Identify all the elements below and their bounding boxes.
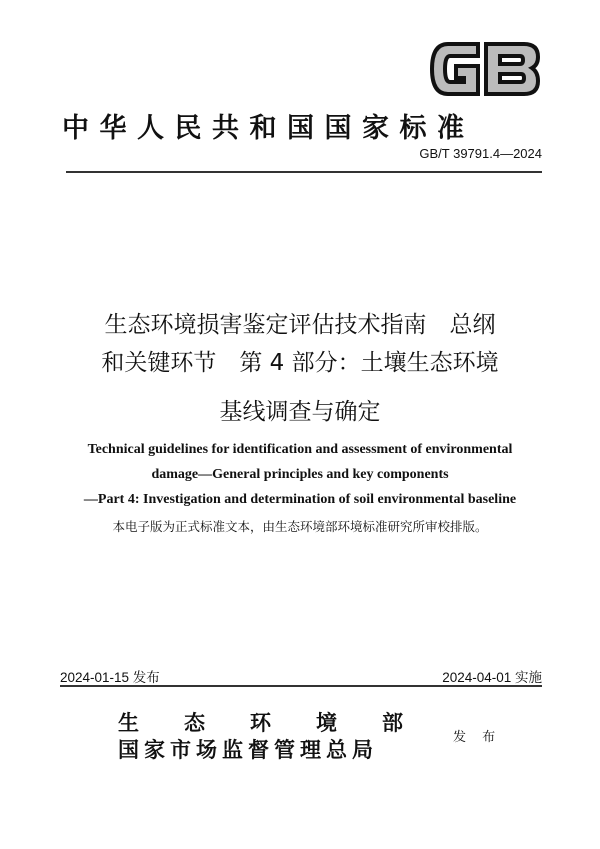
implementation-date: 2024-04-01 实施: [442, 670, 542, 685]
title-en-line-1: Technical guidelines for identification and assessment of environmental: [87, 442, 513, 457]
title-en-line-2: damage—General principles and key components: [151, 467, 449, 482]
title-en-line-3: —Part 4: Investigation and determination of soil environmental baseline: [83, 492, 517, 507]
publisher-ministry: 生 态 环 境 部: [118, 710, 404, 735]
title-zh-line-1: 生态环境损害鉴定评估技术指南 总纲: [104, 312, 496, 338]
publisher-samr: 国家市场监督管理总局: [118, 737, 378, 762]
publish-label: 发 布: [453, 730, 502, 745]
footer-divider: [60, 685, 542, 687]
header-divider: [66, 171, 542, 173]
title-zh-line-2: 和关键环节 第 4 部分：土壤生态环境: [101, 350, 499, 376]
title-zh-line-3: 基线调查与确定: [219, 399, 381, 425]
gb-logo: [428, 38, 542, 100]
standard-code: GB/T 39791.4—2024: [419, 146, 542, 161]
issue-date: 2024-01-15 发布: [60, 670, 160, 685]
edition-note: 本电子版为正式标准文本，由生态环境部环境标准研究所审校排版。: [112, 519, 488, 534]
standard-type: 中华人民共和国国家标准: [62, 113, 475, 144]
